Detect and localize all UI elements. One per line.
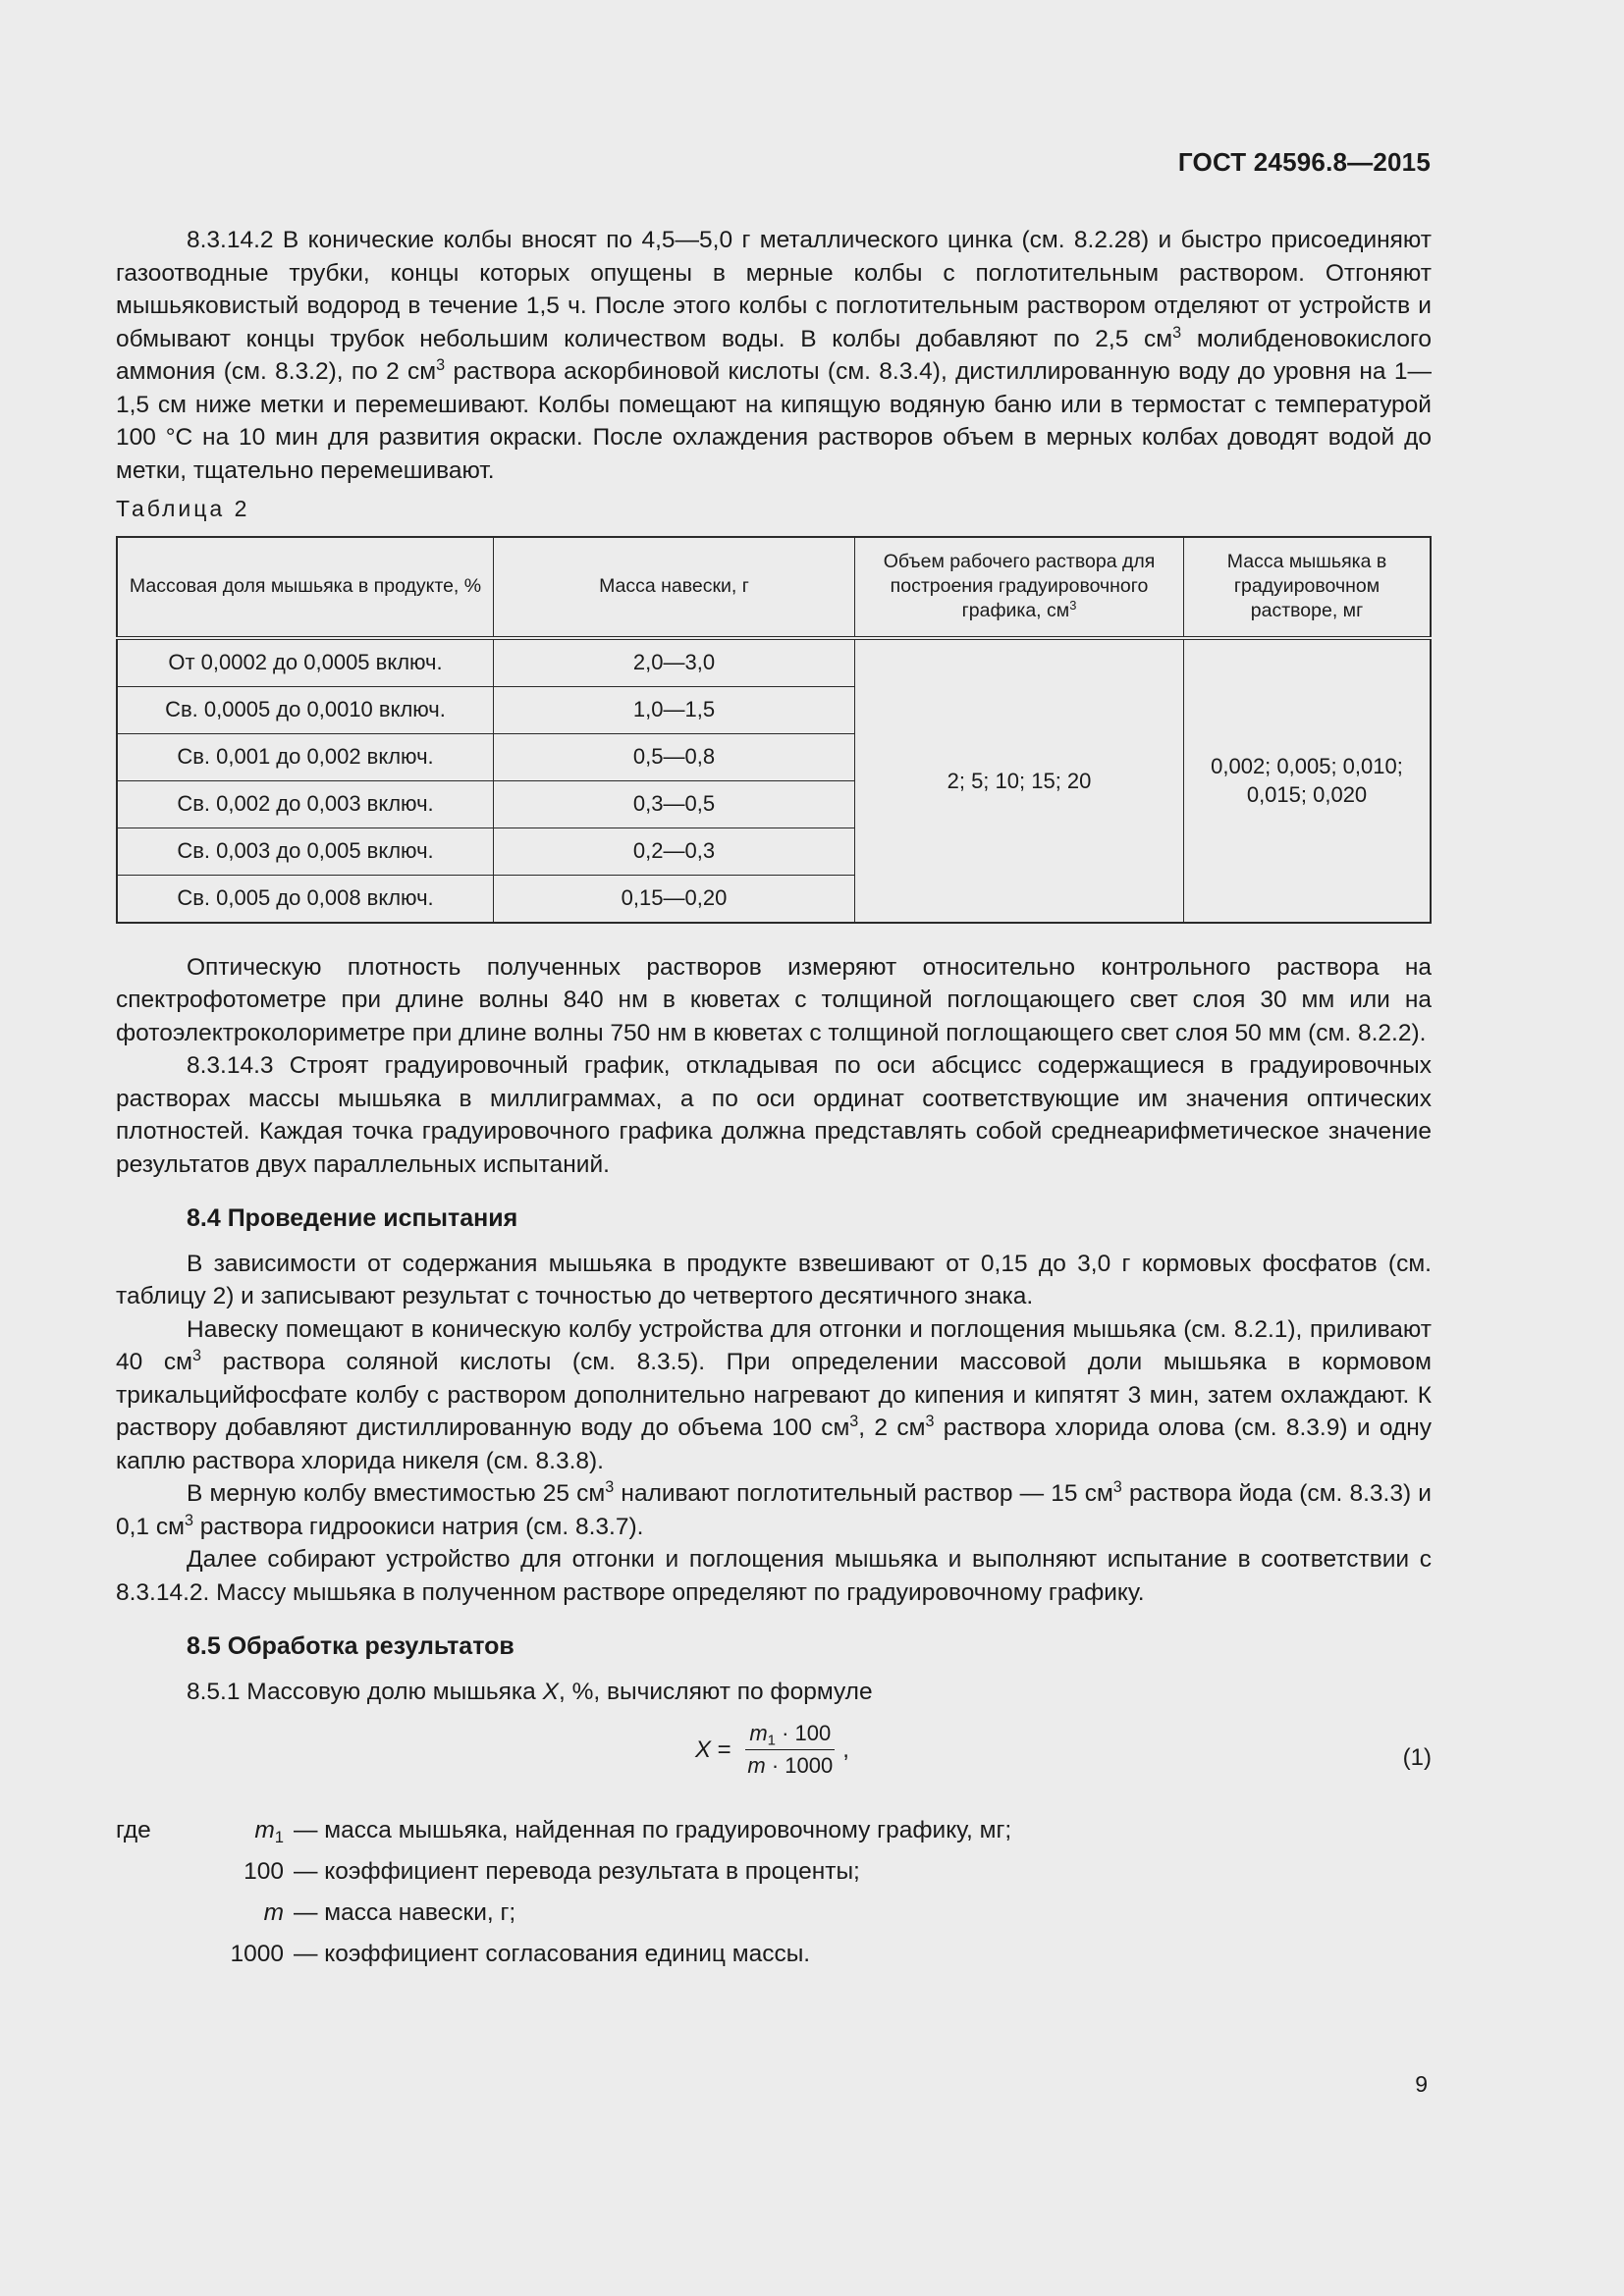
- formula-denominator: m · 1000: [747, 1753, 834, 1778]
- formula-number: (1): [1402, 1744, 1432, 1771]
- paragraph-8-4-weighing: В зависимости от содержания мышьяка в продукте взвешивают от 0,15 до 3,0 г кормовых фосфатов (см. таблицу 2) и записывают результат с точностью до четвертого десятичного знака.: [116, 1250, 1432, 1309]
- paragraph-optical-density: Оптическую плотность полученных растворов измеряют относительно контрольного раствора на спектрофотометре при длине волны 840 нм в кюветах с толщиной поглощающего свет слоя 30 мм или на фотоэлектроколориметре при длине волны 750 нм в кюветах с толщиной поглощающего свет слоя 50 мм (см. 8.2.2).: [116, 953, 1432, 1046]
- legend-row: m — масса навески, г;: [263, 1899, 516, 1926]
- page-content: [116, 224, 1432, 1975]
- formula-expression: X = $\frac{m_1 \cdot 100}{m \cdot 1000}$ ,: [695, 1721, 849, 1778]
- cell-sample-mass: 1,0—1,5: [494, 686, 855, 733]
- formula-fraction: [743, 1720, 837, 1780]
- cell-sample-mass: 0,3—0,5: [494, 780, 855, 828]
- formula-1: [116, 1720, 1432, 1796]
- section-8-5-title: 8.5 Обработка результатов: [187, 1632, 514, 1660]
- cell-arsenic-masses: 0,002; 0,005; 0,010; 0,015; 0,020: [1184, 638, 1432, 923]
- header-solution-volume: Объем рабочего раствора для построения градуировочного графика, $см^3$: [855, 537, 1184, 638]
- paragraph-8-4-assembly: Далее собирают устройство для отгонки и поглощения мышьяка и выполняют испытание в соответствии с 8.3.14.2. Массу мышьяка в полученном растворе определяют по градуировочному графику.: [116, 1546, 1432, 1606]
- paragraph-8-4-flask: В мерную колбу вместимостью 25 $см^3$ наливают поглотительный раствор — 15 $см^3$ раствора йода (см. 8.3.3) и 0,1 $см^3$ раствора гидроокиси натрия (см. 8.3.7).: [116, 1478, 1432, 1540]
- table-header-row: [117, 537, 1431, 638]
- cell-mass-fraction: Св. 0,002 до 0,003 включ.: [117, 780, 494, 828]
- cell-sample-mass: 0,15—0,20: [494, 875, 855, 923]
- cell-volumes: 2; 5; 10; 15; 20: [855, 638, 1184, 923]
- paragraph-8-3-14-2: 8.3.14.2 В конические колбы вносят по 4,5—5,0 г металлического цинка (см. 8.2.28) и быстро присоединяют газоотводные трубки, концы которых опущены в мерные колбы с поглотительным раствором. Отгоняют мышьяковистый водород в течение 1,5 ч. После этого колбы с поглотительным раствором отделяют от устройств и обмывают концы трубок небольшим количеством воды. В колбы добавляют по 2,5 $см^3$ молибденовокислого аммония (см. 8.3.2), по 2 $см^3$ раствора аскорбиновой кислоты (см. 8.3.4), дистиллированную воду до уровня на 1—1,5 см ниже метки и перемешивают. Колбы помещают на кипящую водяную баню или в термостат с температурой 100 °С на 10 мин для развития окраски. После охлаждения растворов объем в мерных колбах доводят водой до метки, тщательно перемешивают.: [116, 227, 1432, 484]
- legend-row: где $m_1$ — масса мышьяка, найденная по градуировочному графику, мг;: [116, 1810, 1432, 1851]
- cell-mass-fraction: Св. 0,0005 до 0,0010 включ.: [117, 686, 494, 733]
- cell-mass-fraction: Св. 0,005 до 0,008 включ.: [117, 875, 494, 923]
- table-2: [116, 536, 1432, 924]
- legend-row: 100 — коэффициент перевода результата в проценты;: [244, 1858, 860, 1885]
- cell-mass-fraction: Св. 0,003 до 0,005 включ.: [117, 828, 494, 875]
- header-sample-mass: Масса навески, г: [494, 537, 855, 638]
- paragraph-8-5-1: 8.5.1 Массовую долю мышьяка X, %, вычисляют по формуле: [187, 1678, 873, 1705]
- header-mass-fraction: Массовая доля мышьяка в продукте, %: [117, 537, 494, 638]
- formula-numerator: $m_1 \cdot 100$: [745, 1720, 835, 1750]
- cell-sample-mass: 0,2—0,3: [494, 828, 855, 875]
- legend-where-word: где: [116, 1817, 151, 1843]
- page-number: 9: [1415, 2071, 1428, 2097]
- paragraph-8-4-sample: Навеску помещают в коническую колбу устройства для отгонки и поглощения мышьяка (см. 8.2.1), приливают 40 $см^3$ раствора соляной кислоты (см. 8.3.5). При определении массовой доли мышьяка в кормовом трикальцийфосфате колбу с раствором дополнительно нагревают до кипения и кипятят 3 мин, затем охлаждают. К раствору добавляют дистиллированную воду до объема 100 $см^3$, 2 $см^3$ раствора хлорида олова (см. 8.3.9) и одну каплю раствора хлорида никеля (см. 8.3.8).: [116, 1315, 1433, 1474]
- cell-sample-mass: 2,0—3,0: [494, 638, 855, 687]
- document-code: ГОСТ 24596.8—2015: [1177, 147, 1431, 177]
- legend-row: 1000 — коэффициент согласования единиц массы.: [230, 1941, 811, 1967]
- paragraph-8-3-14-3: 8.3.14.3 Строят градуировочный график, откладывая по оси абсцисс содержащиеся в градуировочных растворах массы мышьяка в миллиграммах, а по оси ординат соответствующие им значения оптических плотностей. Каждая точка градуировочного графика должна представлять собой среднеарифметическое значение результатов двух параллельных испытаний.: [116, 1052, 1432, 1178]
- header-arsenic-mass: Масса мышьяка в градуировочном растворе, мг: [1184, 537, 1432, 638]
- cell-mass-fraction: Св. 0,001 до 0,002 включ.: [117, 733, 494, 780]
- cell-mass-fraction: От 0,0002 до 0,0005 включ.: [117, 638, 494, 687]
- section-8-4-title: 8.4 Проведение испытания: [187, 1204, 518, 1232]
- cell-sample-mass: 0,5—0,8: [494, 733, 855, 780]
- variable-legend: [116, 1810, 1432, 1975]
- table-row: [117, 638, 1431, 687]
- table-caption: Таблица 2: [116, 496, 250, 521]
